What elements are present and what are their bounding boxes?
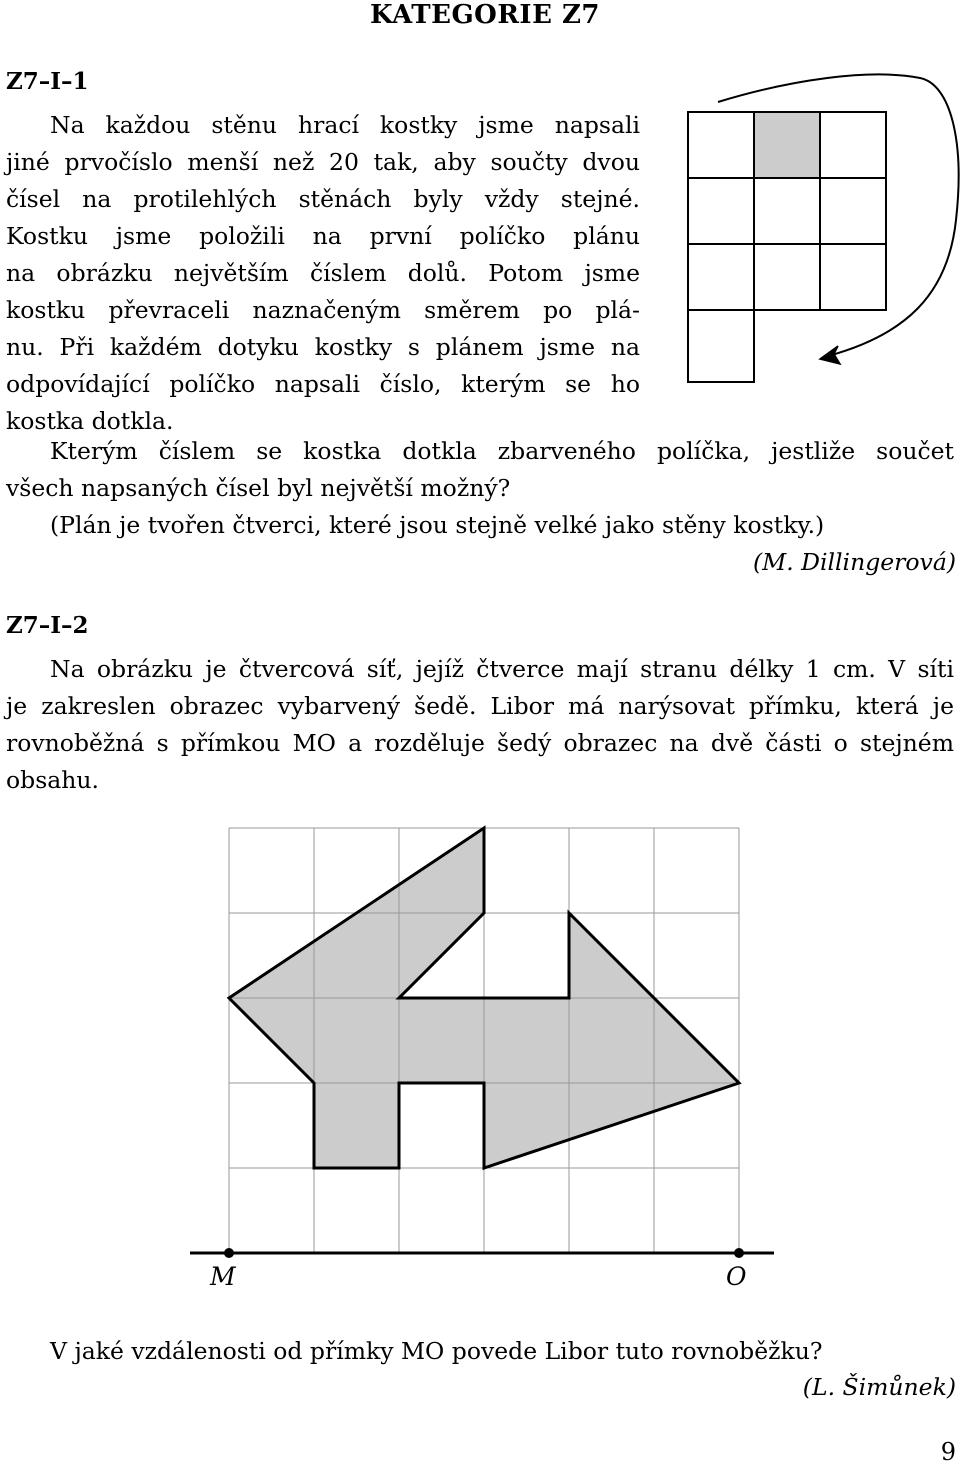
problem-2-question: V jaké vzdálenosti od přímky MO povede Libor tuto rovnoběžku? — [50, 1337, 823, 1365]
point-o — [734, 1248, 744, 1258]
plan-cell — [688, 310, 754, 382]
problem-2-line: obsahu. — [6, 766, 100, 794]
page-number: 9 — [940, 1438, 956, 1466]
problem-1-id: Z7–I–1 — [6, 68, 89, 95]
plan-cell — [688, 112, 754, 178]
arrow-head-icon — [820, 346, 840, 364]
grid-figure — [0, 820, 960, 1300]
problem-1-line: čísel na protilehlých stěnách byly vždy stejné. — [6, 185, 640, 213]
problem-1-question-line: Kterým číslem se kostka dotkla zbarveného políčka, jestliže součet — [50, 437, 954, 465]
plan-cell — [820, 112, 886, 178]
problem-2-id: Z7–I–2 — [6, 612, 89, 639]
point-m-label: M — [210, 1262, 236, 1291]
category-heading: KATEGORIE Z7 — [370, 0, 601, 30]
problem-2-author: (L. Šimůnek) — [802, 1373, 956, 1401]
problem-2-line: je zakreslen obrazec vybarvený šedě. Libor má narýsovat přímku, která je — [6, 692, 954, 720]
problem-1-line: Kostku jsme položili na první políčko plánu — [6, 222, 640, 250]
problem-1-author: (M. Dillingerová) — [753, 548, 956, 576]
plan-cell — [754, 178, 820, 244]
dice-plan-figure — [680, 80, 960, 380]
problem-2-line: Na obrázku je čtvercová síť, jejíž čtverce mají stranu délky 1 cm. V síti — [50, 655, 954, 683]
point-o-label: O — [726, 1262, 747, 1291]
plan-cell — [820, 244, 886, 310]
plan-cell — [688, 178, 754, 244]
problem-1-line: nu. Při každém dotyku kostky s plánem jsme na — [6, 333, 640, 361]
problem-1-line: na obrázku největším číslem dolů. Potom jsme — [6, 259, 640, 287]
problem-1-line: kostku převraceli naznačeným směrem po plá- — [6, 296, 640, 324]
plan-cell-highlighted — [754, 112, 820, 178]
problem-1-line: Na každou stěnu hrací kostky jsme napsali — [50, 111, 640, 139]
plan-cell — [820, 178, 886, 244]
problem-1-note: (Plán je tvořen čtverci, které jsou stejně velké jako stěny kostky.) — [50, 511, 825, 539]
point-m — [224, 1248, 234, 1258]
plan-cell — [754, 244, 820, 310]
problem-1-line: jiné prvočíslo menší než 20 tak, aby součty dvou — [6, 148, 640, 176]
problem-1-line: odpovídající políčko napsali číslo, kterým se ho — [6, 370, 640, 398]
problem-2-line: rovnoběžná s přímkou MO a rozděluje šedý obrazec na dvě části o stejném — [6, 729, 954, 757]
problem-1-line: kostka dotkla. — [6, 407, 174, 435]
problem-1-question-line: všech napsaných čísel byl největší možný? — [6, 474, 511, 502]
plan-cell — [688, 244, 754, 310]
